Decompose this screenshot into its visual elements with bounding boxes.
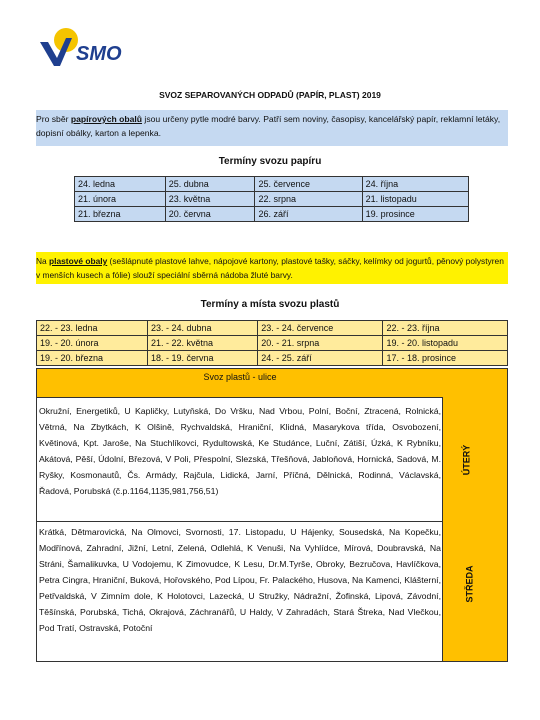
table-cell: 23. - 24. dubna (148, 321, 258, 336)
table-cell: 22. - 23. října (383, 321, 508, 336)
table-cell: 19. - 20. února (37, 336, 148, 351)
table-cell: 26. září (255, 207, 362, 222)
streets-list (37, 397, 443, 661)
streets-section (36, 368, 508, 662)
table-cell: 21. února (75, 192, 166, 207)
table-row (37, 351, 508, 366)
streets-header: Svoz plastů - ulice (203, 372, 277, 382)
table-cell: 18. - 19. června (148, 351, 258, 366)
table-cell: 17. - 18. prosince (383, 351, 508, 366)
paper-intro (36, 110, 508, 146)
table-cell: 19. - 20. března (37, 351, 148, 366)
table-cell: 22. - 23. ledna (37, 321, 148, 336)
table-cell: 25. července (255, 177, 362, 192)
table-cell: 21. - 22. května (148, 336, 258, 351)
plast-intro (36, 252, 508, 284)
wednesday-label: STŘEDA (464, 565, 475, 603)
table-cell: 24. ledna (75, 177, 166, 192)
wednesday-streets: Krátká, Dětmarovická, Na Olmovci, Svornosti, 17. Listopadu, U Hájenky, Sousedská, Na Kopečku, Modřínová, Zahradní, Jižní, Letní, Zelená, Odlehlá, K Venuši, Na Vyhlídce, Mírová, Doubravská, Na Stráni, Šamalikuvka, U Vodojemu, K Zimovudce, K Lesu, Dr.M.Tyrše, Obroky, Bezručova, Havlíčkova, Petra Cingra, Hraniční, Buková, Hořovského, Pod Lípou, Fr. Palackého, Husova, Na Kamenci, Klášterní, Petřvaldská, V Zimním dole, K Holotovci, Lazecká, U Stružky, Nádražní, Žofinská, Lipová, Závodní, Těšínská, Porubská, Tichá, Okrajová, Záchranářů, U Haldy, V Zahradách, Stará Štreka, Nad Vlečkou, Pod Tratí, Ostravská, Potoční (37, 521, 443, 636)
table-row (75, 177, 469, 192)
table-row (75, 192, 469, 207)
table-cell: 21. listopadu (362, 192, 468, 207)
table-cell: 21. března (75, 207, 166, 222)
table-cell: 19. - 20. listopadu (383, 336, 508, 351)
table-cell: 24. října (362, 177, 468, 192)
table-row (75, 207, 469, 222)
table-cell: 19. prosince (362, 207, 468, 222)
page-title: SVOZ SEPAROVANÝCH ODPADŮ (PAPÍR, PLAST) 2019 (159, 90, 381, 100)
tuesday-label: ÚTERÝ (461, 444, 472, 476)
table-cell: 25. dubna (165, 177, 255, 192)
paper-dates-table (74, 176, 469, 222)
table-cell: 23. - 24. července (258, 321, 383, 336)
table-cell: 24. - 25. září (258, 351, 383, 366)
paper-intro-pre: Pro sběr (36, 114, 71, 124)
plast-dates-table (36, 320, 508, 366)
paper-section-title: Termíny svozu papíru (218, 156, 322, 167)
tuesday-streets: Okružní, Energetiků, U Kapličky, Lutyňská, Do Vršku, Nad Vrbou, Polní, Boční, Ztracená, Rolnická, Větrná, Na Zbytkách, K Olšině, Rychvaldská, Hraniční, Klidná, Masarykova třída, Osvobození, Květinová, Kpt. Jaroše, Na Stuchlíkovci, Rydultowská, Ke Studánce, Luční, Zátiší, Úzká, K Rybníku, Akátová, Pěší, Údolní, Březová, V Poli, Přespolní, Slezská, Třešňová, Jabloňová, Hornická, Sadová, M. Ryšky, Kosmonautů, Čs. Armády, Rajčula, Lidická, Jarní, Příčná, Dělnická, Rodinná, Václavská, Řadová, Porubská (č.p.1164,1135,981,756,51) (39, 406, 441, 496)
logo-text: SMO (76, 43, 122, 65)
plast-intro-post: (sešlápnuté plastové lahve, nápojové kartony, plastové tašky, sáčky, kelímky od jogurtů, pěnový polystyren v menších kusech a fólie) slouží speciální sběrná nádoba žluté barvy. (36, 256, 504, 280)
plast-section-title: Termíny a místa svozu plastů (200, 299, 340, 310)
paper-intro-post: jsou určeny pytle modré barvy. Patří sem noviny, časopisy, kancelářský papír, reklamní letáky, dopisní obálky, karton a lepenka. (36, 114, 501, 138)
smo-logo (36, 24, 136, 74)
table-cell: 22. srpna (255, 192, 362, 207)
plast-intro-link: plastové obaly (49, 256, 108, 266)
table-cell: 20. června (165, 207, 255, 222)
table-cell: 20. - 21. srpna (258, 336, 383, 351)
table-row (37, 336, 508, 351)
table-cell: 23. května (165, 192, 255, 207)
table-row (37, 321, 508, 336)
paper-intro-link: papírových obalů (70, 114, 143, 124)
plast-intro-pre: Na (36, 256, 50, 266)
